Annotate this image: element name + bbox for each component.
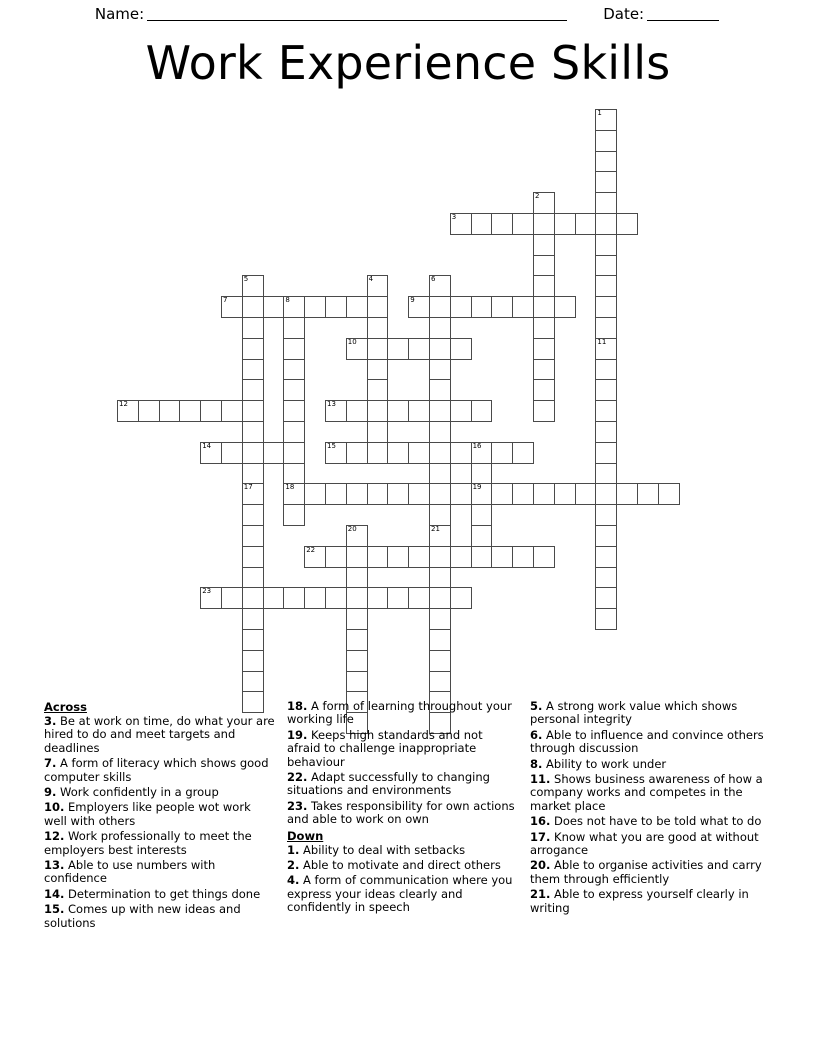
grid-cell[interactable] xyxy=(429,608,451,630)
grid-cell[interactable] xyxy=(429,359,451,381)
grid-cell[interactable] xyxy=(616,483,638,505)
name-label: Name: xyxy=(94,5,145,23)
clue-number: 1. xyxy=(287,842,300,857)
grid-cell[interactable] xyxy=(346,608,368,630)
grid-cell[interactable] xyxy=(429,463,451,485)
clue-down-16 xyxy=(530,815,768,828)
clue-across-15 xyxy=(44,903,275,930)
grid-cell[interactable] xyxy=(595,483,617,505)
clue-down-20 xyxy=(530,859,768,886)
grid-cell[interactable] xyxy=(491,483,513,505)
grid-cell[interactable] xyxy=(450,296,472,318)
grid-cell[interactable] xyxy=(533,213,555,235)
grid-cell[interactable] xyxy=(429,567,451,589)
grid-cell[interactable] xyxy=(491,296,513,318)
grid-cell[interactable] xyxy=(595,525,617,547)
date-label: Date: xyxy=(603,5,645,23)
grid-cell[interactable] xyxy=(283,442,305,464)
grid-cell[interactable] xyxy=(367,483,389,505)
grid-cell[interactable] xyxy=(512,296,534,318)
grid-cell[interactable] xyxy=(283,463,305,485)
clue-text: Does not have to be told what to do xyxy=(550,814,762,829)
clue-across-13 xyxy=(44,859,275,886)
grid-cell[interactable] xyxy=(346,483,368,505)
grid-cell[interactable] xyxy=(450,483,472,505)
grid-cell[interactable] xyxy=(242,296,264,318)
clue-text: Takes responsibility for own actions and able to work on own xyxy=(287,798,515,827)
grid-cell[interactable] xyxy=(533,546,555,568)
clue-text: Able to use numbers with confidence xyxy=(44,858,216,886)
grid-cell[interactable] xyxy=(367,359,389,381)
clue-text: A form of literacy which shows good computer skills xyxy=(44,756,269,784)
clue-text: A form of learning throughout your working life xyxy=(287,699,512,727)
grid-cell[interactable] xyxy=(387,442,409,464)
grid-cell[interactable] xyxy=(408,442,430,464)
grid-cell-number: 18 xyxy=(285,483,295,492)
clue-down-17 xyxy=(530,831,768,858)
clue-across-3 xyxy=(44,715,275,755)
grid-cell[interactable] xyxy=(346,442,368,464)
grid-cell[interactable] xyxy=(408,296,430,318)
grid-cell[interactable] xyxy=(242,275,264,297)
grid-cell[interactable] xyxy=(429,525,451,547)
grid-cell[interactable] xyxy=(595,130,617,152)
clue-down-5 xyxy=(530,700,768,727)
grid-cell-number: 21 xyxy=(431,525,440,533)
grid-cell-number: 10 xyxy=(347,337,357,346)
clue-text: Be at work on time, do what your are hired to do and meet targets and deadlines xyxy=(44,714,275,755)
grid-cell[interactable] xyxy=(575,483,597,505)
grid-cell[interactable] xyxy=(346,650,368,672)
grid-cell[interactable] xyxy=(367,442,389,464)
across-heading: Across xyxy=(44,700,87,714)
grid-cell-number: 23 xyxy=(202,587,212,596)
clue-across-22 xyxy=(287,771,518,798)
grid-cell-number: 15 xyxy=(327,441,336,450)
clue-number: 3. xyxy=(44,714,57,728)
grid-cell[interactable] xyxy=(242,483,264,505)
grid-cell[interactable] xyxy=(367,317,389,339)
clue-number: 22. xyxy=(287,770,308,785)
grid-cell[interactable] xyxy=(200,442,222,464)
grid-cell[interactable] xyxy=(471,213,493,235)
clue-across-14 xyxy=(44,888,275,901)
grid-cell[interactable] xyxy=(304,483,326,505)
grid-cell[interactable] xyxy=(595,338,617,360)
clue-down-11 xyxy=(530,773,768,813)
clue-number: 8. xyxy=(530,756,543,771)
grid-cell[interactable] xyxy=(283,338,305,360)
clue-number: 19. xyxy=(287,727,308,742)
grid-cell[interactable] xyxy=(387,338,409,360)
grid-cell[interactable] xyxy=(242,546,264,568)
grid-cell-number: 12 xyxy=(119,400,128,409)
grid-cell[interactable] xyxy=(533,234,555,256)
clue-number: 16. xyxy=(530,814,551,829)
clue-across-18 xyxy=(287,700,518,727)
grid-cell-number: 11 xyxy=(597,337,607,346)
clue-across-9 xyxy=(44,786,275,799)
grid-cell[interactable] xyxy=(304,546,326,568)
grid-cell[interactable] xyxy=(575,213,597,235)
grid-cell[interactable] xyxy=(595,421,617,443)
grid-cell[interactable] xyxy=(595,546,617,568)
clue-text: Employers like people wot work well with others xyxy=(44,800,251,828)
grid-cell[interactable] xyxy=(471,400,493,422)
grid-cell[interactable] xyxy=(512,442,534,464)
grid-cell[interactable] xyxy=(367,275,389,297)
grid-cell[interactable] xyxy=(283,296,305,318)
grid-cell[interactable] xyxy=(450,587,472,609)
grid-cell-number: 9 xyxy=(410,296,415,305)
grid-cell[interactable] xyxy=(138,400,160,422)
clue-text: A form of communication where you express your ideas clearly and confidently in speech xyxy=(287,873,513,915)
grid-cell-number: 17 xyxy=(243,483,253,492)
grid-cell[interactable] xyxy=(533,483,555,505)
grid-cell-number: 22 xyxy=(306,545,316,554)
grid-cell[interactable] xyxy=(533,359,555,381)
clue-text: Ability to deal with setbacks xyxy=(299,842,466,857)
clue-down-6 xyxy=(530,729,768,756)
grid-cell[interactable] xyxy=(242,671,264,693)
grid-cell[interactable] xyxy=(408,338,430,360)
grid-cell[interactable] xyxy=(512,483,534,505)
grid-cell[interactable] xyxy=(242,400,264,422)
clue-number: 9. xyxy=(44,785,57,800)
grid-cell[interactable] xyxy=(533,296,555,318)
grid-cell[interactable] xyxy=(554,296,576,318)
clue-text: Adapt successfully to changing situations and environments xyxy=(287,770,490,798)
clue-text: Know what you are good at without arrogance xyxy=(530,829,759,858)
grid-cell[interactable] xyxy=(346,546,368,568)
grid-cell[interactable] xyxy=(367,379,389,401)
grid-cell[interactable] xyxy=(346,296,368,318)
grid-cell[interactable] xyxy=(346,567,368,589)
clue-text: Work confidently in a group xyxy=(56,785,219,800)
page-title: Work Experience Skills xyxy=(145,36,671,90)
grid-cell[interactable] xyxy=(242,317,264,339)
grid-cell[interactable] xyxy=(429,504,451,526)
clue-text: Able to motivate and direct others xyxy=(299,858,501,873)
grid-cell[interactable] xyxy=(408,587,430,609)
clue-number: 15. xyxy=(44,902,65,917)
grid-cell[interactable] xyxy=(367,296,389,318)
grid-cell[interactable] xyxy=(429,546,451,568)
grid-cell[interactable] xyxy=(595,504,617,526)
grid-cell[interactable] xyxy=(658,483,680,505)
grid-cell[interactable] xyxy=(304,587,326,609)
clue-text: A strong work value which shows personal integrity xyxy=(530,699,738,727)
grid-cell[interactable] xyxy=(533,192,555,214)
grid-cell[interactable] xyxy=(242,504,264,526)
clue-number: 4. xyxy=(287,873,300,888)
clue-column-3 xyxy=(530,700,780,932)
clue-down-21 xyxy=(530,888,768,915)
clue-number: 5. xyxy=(530,699,543,713)
grid-cell-number: 6 xyxy=(431,275,436,284)
grid-cell[interactable] xyxy=(304,296,326,318)
grid-cell[interactable] xyxy=(367,546,389,568)
grid-cell[interactable] xyxy=(450,546,472,568)
grid-cell[interactable] xyxy=(346,671,368,693)
grid-cell[interactable] xyxy=(283,400,305,422)
grid-cell[interactable] xyxy=(221,296,243,318)
grid-cell[interactable] xyxy=(471,296,493,318)
grid-cell[interactable] xyxy=(242,379,264,401)
grid-cell[interactable] xyxy=(346,629,368,651)
clue-across-7 xyxy=(44,757,275,784)
clue-down-8 xyxy=(530,758,768,771)
grid-cell[interactable] xyxy=(387,483,409,505)
grid-cell[interactable] xyxy=(200,400,222,422)
clue-column-2 xyxy=(287,700,530,932)
down-heading: Down xyxy=(287,828,324,843)
grid-cell[interactable] xyxy=(325,483,347,505)
grid-cell[interactable] xyxy=(242,359,264,381)
clue-number: 18. xyxy=(287,699,308,713)
grid-cell-number: 7 xyxy=(223,296,228,305)
grid-cell[interactable] xyxy=(595,234,617,256)
grid-cell[interactable] xyxy=(283,587,305,609)
clue-number: 7. xyxy=(44,756,57,771)
clue-number: 23. xyxy=(287,798,308,813)
clue-number: 10. xyxy=(44,800,65,815)
clue-number: 11. xyxy=(530,772,551,787)
grid-cell[interactable] xyxy=(491,213,513,235)
clue-across-23 xyxy=(287,800,518,827)
grid-cell[interactable] xyxy=(325,587,347,609)
grid-cell[interactable] xyxy=(429,338,451,360)
clue-column-1 xyxy=(44,700,287,932)
grid-cell[interactable] xyxy=(242,608,264,630)
grid-cell[interactable] xyxy=(429,296,451,318)
grid-cell[interactable] xyxy=(179,400,201,422)
grid-cell[interactable] xyxy=(595,463,617,485)
clue-panel xyxy=(44,700,784,932)
clue-number: 12. xyxy=(44,829,65,844)
grid-cell[interactable] xyxy=(117,400,139,422)
clue-text: Determination to get things done xyxy=(64,886,261,901)
grid-cell[interactable] xyxy=(554,483,576,505)
grid-cell-number: 2 xyxy=(535,192,540,201)
grid-cell[interactable] xyxy=(595,255,617,277)
grid-cell[interactable] xyxy=(595,275,617,297)
grid-cell[interactable] xyxy=(325,546,347,568)
grid-cell[interactable] xyxy=(533,400,555,422)
clue-number: 14. xyxy=(44,886,65,901)
grid-cell[interactable] xyxy=(200,587,222,609)
clue-down-4 xyxy=(287,874,518,914)
grid-cell[interactable] xyxy=(595,109,617,131)
grid-cell[interactable] xyxy=(554,213,576,235)
grid-cell[interactable] xyxy=(429,629,451,651)
grid-cell-number: 19 xyxy=(472,483,482,492)
clue-text: Able to organise activities and carry them through efficiently xyxy=(530,858,762,886)
grid-cell-number: 8 xyxy=(285,296,290,305)
grid-cell[interactable] xyxy=(595,587,617,609)
grid-cell-number: 5 xyxy=(243,275,249,284)
grid-cell[interactable] xyxy=(346,400,368,422)
grid-cell[interactable] xyxy=(491,442,513,464)
clue-text: Able to express yourself clearly in writing xyxy=(530,887,749,915)
grid-cell[interactable] xyxy=(429,483,451,505)
grid-cell[interactable] xyxy=(387,546,409,568)
grid-cell[interactable] xyxy=(367,338,389,360)
grid-cell[interactable] xyxy=(429,400,451,422)
grid-cell[interactable] xyxy=(429,421,451,443)
grid-cell[interactable] xyxy=(263,296,285,318)
grid-cell[interactable] xyxy=(325,296,347,318)
grid-cell[interactable] xyxy=(471,525,493,547)
clue-across-10 xyxy=(44,801,275,828)
grid-cell[interactable] xyxy=(471,442,493,464)
grid-cell-number: 14 xyxy=(202,441,212,450)
grid-cell[interactable] xyxy=(429,317,451,339)
grid-cell[interactable] xyxy=(595,151,617,173)
grid-cell[interactable] xyxy=(450,400,472,422)
grid-cell[interactable] xyxy=(283,421,305,443)
grid-cell[interactable] xyxy=(533,255,555,277)
clue-across-12 xyxy=(44,830,275,857)
grid-cell[interactable] xyxy=(283,504,305,526)
grid-cell[interactable] xyxy=(346,525,368,547)
grid-cell[interactable] xyxy=(242,629,264,651)
grid-cell[interactable] xyxy=(429,442,451,464)
grid-cell[interactable] xyxy=(471,504,493,526)
grid-cell[interactable] xyxy=(595,213,617,235)
grid-cell[interactable] xyxy=(533,338,555,360)
grid-cell-number: 16 xyxy=(472,441,482,450)
grid-cell[interactable] xyxy=(533,275,555,297)
grid-cell[interactable] xyxy=(429,379,451,401)
grid-cell[interactable] xyxy=(595,359,617,381)
clue-number: 20. xyxy=(530,858,551,873)
grid-cell-number: 4 xyxy=(368,275,374,284)
grid-cell[interactable] xyxy=(595,442,617,464)
grid-cell-number: 20 xyxy=(347,525,357,533)
grid-cell[interactable] xyxy=(263,442,285,464)
grid-cell[interactable] xyxy=(512,546,534,568)
grid-cell[interactable] xyxy=(263,587,285,609)
clue-number: 2. xyxy=(287,858,300,873)
grid-cell[interactable] xyxy=(429,275,451,297)
grid-cell[interactable] xyxy=(408,400,430,422)
grid-cell[interactable] xyxy=(450,338,472,360)
grid-cell[interactable] xyxy=(595,567,617,589)
grid-cell[interactable] xyxy=(242,421,264,443)
grid-cell[interactable] xyxy=(367,587,389,609)
grid-cell[interactable] xyxy=(471,463,493,485)
grid-cell[interactable] xyxy=(450,213,472,235)
grid-cell[interactable] xyxy=(408,483,430,505)
grid-cell[interactable] xyxy=(242,650,264,672)
clue-text: Shows business awareness of how a company works and competes in the market place xyxy=(530,772,763,813)
grid-cell[interactable] xyxy=(242,338,264,360)
clue-number: 13. xyxy=(44,858,65,873)
grid-cell[interactable] xyxy=(595,192,617,214)
grid-cell[interactable] xyxy=(283,317,305,339)
grid-cell[interactable] xyxy=(595,379,617,401)
grid-cell[interactable] xyxy=(221,400,243,422)
grid-cell[interactable] xyxy=(346,338,368,360)
grid-cell[interactable] xyxy=(346,587,368,609)
grid-cell-number: 13 xyxy=(327,400,336,409)
clue-number: 17. xyxy=(530,829,551,844)
grid-cell[interactable] xyxy=(242,587,264,609)
grid-cell[interactable] xyxy=(242,442,264,464)
grid-cell[interactable] xyxy=(491,546,513,568)
grid-cell[interactable] xyxy=(387,587,409,609)
grid-cell[interactable] xyxy=(429,671,451,693)
clue-text: Keeps high standards and not afraid to challenge inappropriate behaviour xyxy=(287,727,483,769)
grid-cell-number: 3 xyxy=(451,213,457,221)
grid-cell[interactable] xyxy=(408,546,430,568)
grid-cell[interactable] xyxy=(595,317,617,339)
grid-cell[interactable] xyxy=(429,650,451,672)
grid-cell[interactable] xyxy=(450,442,472,464)
grid-cell[interactable] xyxy=(367,421,389,443)
clue-down-2 xyxy=(287,859,518,872)
clue-text: Able to influence and convince others through discussion xyxy=(530,727,764,756)
grid-cell[interactable] xyxy=(616,213,638,235)
clue-text: Comes up with new ideas and solutions xyxy=(44,902,241,930)
grid-cell[interactable] xyxy=(595,171,617,193)
grid-cell[interactable] xyxy=(283,483,305,505)
grid-cell[interactable] xyxy=(595,400,617,422)
grid-cell[interactable] xyxy=(512,213,534,235)
clue-down-1 xyxy=(287,844,518,857)
grid-cell[interactable] xyxy=(595,608,617,630)
clue-text: Ability to work under xyxy=(542,756,667,771)
grid-cell[interactable] xyxy=(283,359,305,381)
clue-number: 21. xyxy=(530,887,551,902)
grid-cell[interactable] xyxy=(429,587,451,609)
grid-cell[interactable] xyxy=(221,442,243,464)
grid-cell[interactable] xyxy=(283,379,305,401)
grid-cell[interactable] xyxy=(325,442,347,464)
grid-cell[interactable] xyxy=(471,546,493,568)
grid-cell-number: 1 xyxy=(597,109,602,117)
grid-cell[interactable] xyxy=(242,525,264,547)
grid-cell[interactable] xyxy=(159,400,181,422)
grid-cell[interactable] xyxy=(387,400,409,422)
grid-cell[interactable] xyxy=(471,483,493,505)
clue-number: 6. xyxy=(530,727,543,742)
grid-cell[interactable] xyxy=(533,317,555,339)
grid-cell[interactable] xyxy=(637,483,659,505)
grid-cell[interactable] xyxy=(367,400,389,422)
grid-cell[interactable] xyxy=(221,587,243,609)
grid-cell[interactable] xyxy=(595,296,617,318)
grid-cell[interactable] xyxy=(242,463,264,485)
grid-cell[interactable] xyxy=(533,379,555,401)
grid-cell[interactable] xyxy=(325,400,347,422)
grid-cell[interactable] xyxy=(242,567,264,589)
clue-across-19 xyxy=(287,729,518,769)
clue-text: Work professionally to meet the employers best interests xyxy=(44,829,252,857)
